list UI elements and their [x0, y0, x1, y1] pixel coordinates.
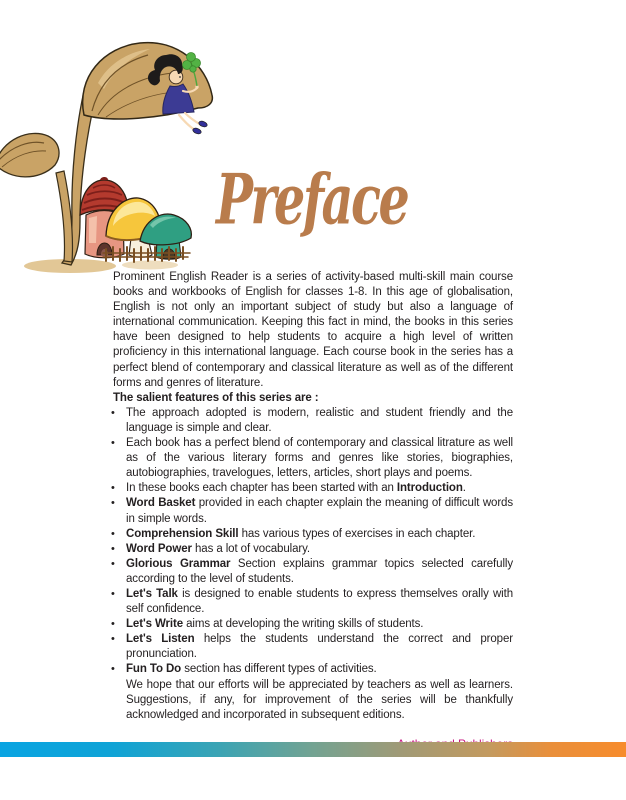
feature-item: • Glorious Grammar Section explains grammar topics selected carefully according to the level of students. [113, 557, 513, 587]
small-leaf-icon [0, 133, 59, 176]
page-title [216, 160, 449, 241]
feature-item: • Word Power has a lot of vocabulary. [113, 542, 513, 557]
feature-item: • Each book has a perfect blend of contemporary and classical litrature as well as of the various literary forms and genres like stories, biographies, autobiographies, travelogues, letters, articles, short plays and poems. [113, 436, 513, 481]
feature-item: • Let's Write aims at developing the writing skills of students. [113, 617, 513, 632]
feature-item: • Word Basket provided in each chapter explain the meaning of difficult words in simple words. [113, 496, 513, 526]
page-title-text: Preface [216, 160, 408, 241]
features-heading: The salient features of this series are : [113, 391, 319, 404]
intro-paragraph: Prominent English Reader is a series of activity-based multi-skill main course books and workbooks of English for classes 1-8. In this age of globalisation, English is not only an important subject of study but also a language of international communication. Keeping this fact in mind, the books in this series have been designed to help students to acquire a high level of written proficiency in this international language. Each course book in the series has a perfect blend of contemporary and classical literature as well as of the different forms and genres of literature. [113, 271, 513, 389]
feature-item: • The approach adopted is modern, realistic and student friendly and the language is simple and clear. [113, 406, 513, 436]
feature-item: • In these books each chapter has been started with an Introduction. [113, 481, 513, 496]
closing-paragraph: We hope that our efforts will be appreciated by teachers as well as learners. Suggestions, if any, for improvement of the series will be thankfully acknowledged and incorporated in subsequent editions. [126, 678, 513, 721]
footer-gradient-bar [0, 742, 626, 757]
feature-item: • Fun To Do section has different types of activities. [113, 662, 513, 677]
feature-item: • Let's Listen helps the students understand the correct and proper pronunciation. [113, 632, 513, 662]
girl-on-leaf-illustration [0, 25, 330, 280]
features-list [113, 406, 513, 678]
feature-item: • Comprehension Skill has various types of exercises in each chapter. [113, 527, 513, 542]
preface-text [113, 270, 513, 752]
feature-item: • Let's Talk is designed to enable students to express themselves orally with self confidence. [113, 587, 513, 617]
